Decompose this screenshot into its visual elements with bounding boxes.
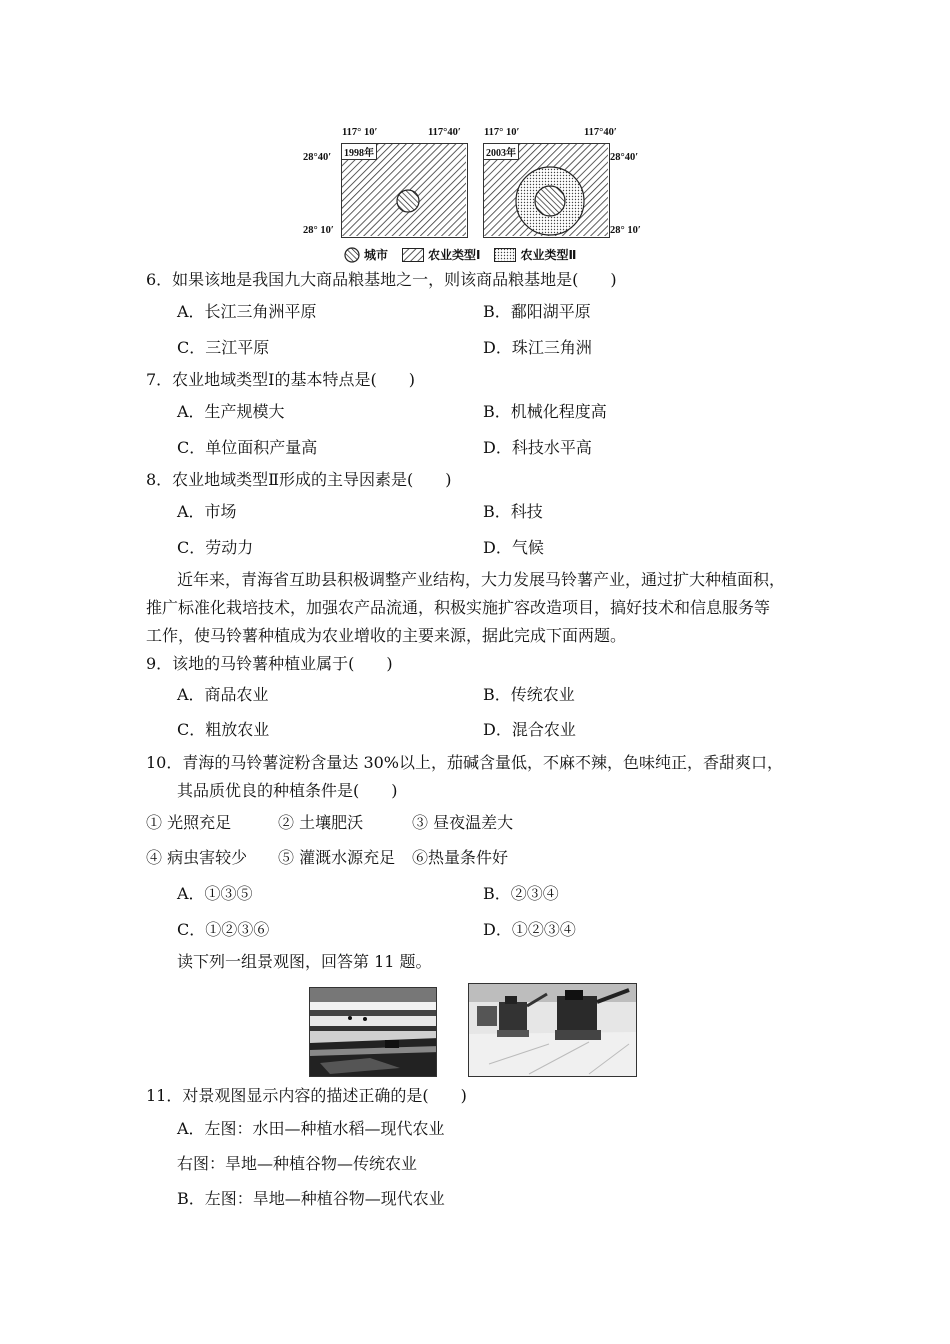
legend-type1-swatch [402,248,424,262]
q8-option-b: B．科技 [483,502,543,521]
map-1998-label: 1998年 [342,144,377,160]
q7-option-d: D．科技水平高 [483,438,592,457]
q6-option-a: A．长江三角洲平原 [177,302,317,321]
photo-left-paddy-field [309,987,437,1077]
q11-option-a-right: 右图：旱地—种植谷物—传统农业 [177,1154,418,1173]
map-2003-label: 2003年 [484,144,519,160]
lon-label-left-2003: 117° 10′ [484,127,520,138]
q9-option-c: C．粗放农业 [177,720,270,739]
passage-line-1: 近年来，青海省互助县积极调整产业结构，大力发展马铃薯产业，通过扩大种植面积， [177,570,786,589]
lat-label-bottom-right: 28° 10′ [610,225,641,236]
q8-option-c: C．劳动力 [177,538,254,557]
q10-stem-line-1: 10．青海的马铃薯淀粉含量达 30%以上，茄碱含量低，不麻不辣，色味纯正，香甜爽口， [146,753,784,772]
map-1998 [341,143,468,238]
q10-option-b: B．②③④ [483,884,559,903]
legend-type2 [494,246,576,263]
q10-condition-4: ④ 病虫害较少 [146,848,248,867]
q10-condition-3: ③ 昼夜温差大 [412,813,514,832]
q11-stem: 11．对景观图显示内容的描述正确的是( ) [146,1086,467,1105]
passage-line-3: 工作，使马铃薯种植成为农业增收的主要来源，据此完成下面两题。 [146,626,627,645]
lat-label-bottom-left: 28° 10′ [303,225,334,236]
passage-line-2: 推广标准化栽培技术，加强农产品流通，积极实施扩容改造项目，搞好技术和信息服务等 [146,598,771,617]
q8-option-d: D．气候 [483,538,544,557]
photo-left-drawing [310,988,437,1077]
lon-label-right-1998: 117°40′ [428,127,461,138]
legend-city-label: 城市 [364,248,389,262]
q10-condition-6: ⑥热量条件好 [412,848,509,867]
photo-right-harvesters [468,983,637,1077]
lon-label-right-2003: 117°40′ [584,127,617,138]
q6-stem: 6．如果该地是我国九大商品粮基地之一，则该商品粮基地是( ) [146,270,617,289]
map-2003 [483,143,610,238]
q6-option-c: C．三江平原 [177,338,270,357]
q10-option-d: D．①②③④ [483,920,576,939]
q7-stem: 7．农业地域类型Ⅰ的基本特点是( ) [146,370,415,389]
lat-label-top-right: 28°40′ [610,152,639,163]
q9-option-d: D．混合农业 [483,720,576,739]
q10-condition-5: ⑤ 灌溉水源充足 [278,848,396,867]
q8-option-a: A．市场 [177,502,237,521]
legend-type1-label: 农业类型Ⅰ [428,248,481,262]
lon-label-left-1998: 117° 10′ [342,127,378,138]
q7-option-b: B．机械化程度高 [483,402,607,421]
q10-option-a: A．①③⑤ [177,884,253,903]
q6-option-b: B．鄱阳湖平原 [483,302,591,321]
q9-option-b: B．传统农业 [483,685,575,704]
lat-label-top-left: 28°40′ [303,152,332,163]
photo-right-drawing [469,984,637,1077]
q10-condition-2: ② 土壤肥沃 [278,813,364,832]
legend-city [344,246,388,263]
q9-stem: 9．该地的马铃薯种植业属于( ) [146,654,393,673]
q11-intro: 读下列一组景观图，回答第 11 题。 [177,952,432,971]
q10-condition-1: ① 光照充足 [146,813,232,832]
legend-city-swatch [344,247,360,263]
q10-stem-line-2: 其品质优良的种植条件是( ) [177,781,398,800]
map-legend [344,246,576,263]
q11-option-a-left: A．左图：水田—种植水稻—现代农业 [177,1119,445,1138]
q6-option-d: D．珠江三角洲 [483,338,592,357]
legend-type2-swatch [494,248,516,262]
q8-stem: 8．农业地域类型Ⅱ形成的主导因素是( ) [146,470,452,489]
q11-option-b-left: B．左图：旱地—种植谷物—现代农业 [177,1189,445,1208]
q9-option-a: A．商品农业 [177,685,269,704]
q7-option-c: C．单位面积产量高 [177,438,318,457]
legend-type2-label: 农业类型Ⅱ [520,248,577,262]
q10-option-c: C．①②③⑥ [177,920,270,939]
q7-option-a: A．生产规模大 [177,402,285,421]
legend-type1 [402,246,480,263]
